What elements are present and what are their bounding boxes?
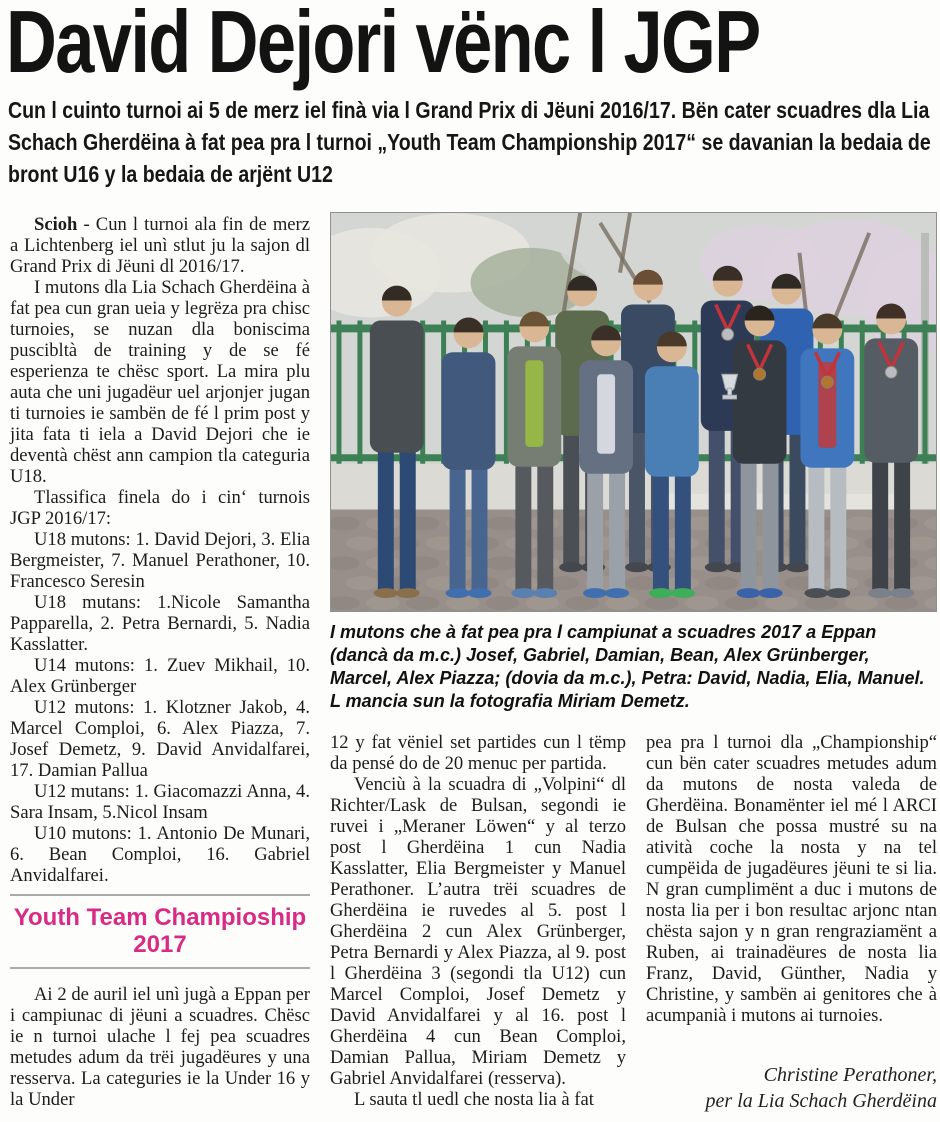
- body-column-left-top: [10, 214, 310, 886]
- paragraph: Tlassifica finela do i cin‘ turnois JGP 2016/17:: [10, 487, 310, 529]
- paragraph: U12 mutons: 1. Klotzner Jakob, 4. Marcel Comploi, 6. Alex Piazza, 7. Josef Demetz, 9. David Anvidalfarei, 17. Damian Pallua: [10, 697, 310, 781]
- shoe: [705, 562, 729, 572]
- paragraph: U18 mutons: 1. David Dejori, 3. Elia Bergmeister, 7. Manuel Perathoner, 10. Francesco Seresin: [10, 529, 310, 592]
- signature-name: Christine Perathoner,: [763, 1064, 937, 1086]
- shoe: [737, 588, 761, 598]
- shoe: [868, 588, 892, 598]
- standfirst: Cun l cuinto turnoi ai 5 de merz iel finà via l Grand Prix di Jëuni 2016/17. Bën cater scuadres dla Lia Schach Gherdëina à fat pea pra l turnoi „Youth Team Championship 2017“ se davanian la bedaia de bront U16 y la bedaia de arjënt U12: [8, 97, 931, 187]
- signature-role: per la Lia Schach Gherdëina: [705, 1090, 937, 1112]
- jacket: [370, 320, 424, 452]
- paragraph: Ai 2 de auril iel unì jugà a Eppan per i campiunac di jëuni a scuadres. Chësc ie n turnoi ulache l fej pea scuadres metudes adum da trëi jugadëures y una resserva. La categuries ie la Under 16 y la Under: [10, 984, 310, 1110]
- body-column-right: [646, 732, 937, 1026]
- section-heading: Youth Team Champioship 2017: [10, 894, 310, 969]
- medal: [754, 368, 766, 380]
- shoe: [605, 588, 629, 598]
- body-column-middle: [330, 732, 626, 1110]
- medal: [885, 366, 897, 378]
- medal: [821, 376, 833, 388]
- body-column-left-bottom: [10, 984, 310, 1110]
- shoe: [533, 588, 557, 598]
- paragraph: U14 mutons: 1. Zuev Mikhail, 10. Alex Grünberger: [10, 655, 310, 697]
- shoe: [625, 562, 649, 572]
- jacket: [442, 352, 496, 469]
- paragraph: Venciù à la scuadra di „Volpini“ dl Richter/Lask de Bulsan, segondi ie ruvei i „Meraner Löwen“ y al terzo post l Gherdëina 1 cun Nadia Kasslatter, Elia Bergmeister y Manuel Perathoner. L’autra trëi scuadres de Gherdëina ie ruvedes al 5. post l Gherdëina 2 cun Alex Grünberger, Petra Bernardi y Alex Piazza, al 9. post l Gherdëina 3 (segondi tla U12) cun Marcel Comploi, Josef Demetz y David Anvidalfarei y al 16. post l Gherdëina 4 cun Bean Comploi, Damian Pallua, Miriam Demetz y Gabriel Anvidalfarei (resserva).: [330, 774, 626, 1089]
- jacket: [733, 340, 787, 463]
- paragraph: L sauta tl uedl che nosta lia à fat: [354, 1089, 594, 1110]
- paragraph: U18 mutans: 1.Nicole Samantha Papparella, 2. Petra Bernardi, 5. Nadia Kasslatter.: [10, 592, 310, 655]
- shoe: [759, 588, 783, 598]
- lead-word: Scioh: [34, 214, 78, 235]
- photo-caption: I mutons che à fat pea pra l campiunat a scuadres 2017 a Eppan (dancà da m.c.) Josef, Gabriel, Damian, Bean, Alex Grünberger, Marcel, Alex Piazza; (dovia da m.c.), Petra: David, Nadia, Elia, Manuel. L mancia sun la fotografia Miriam Demetz.: [330, 622, 925, 711]
- paragraph: 12 y fat vëniel set partides cun l tëmp da pensé do de 20 menuc per partida.: [330, 732, 626, 774]
- shoe: [785, 562, 809, 572]
- headline: David Dejori vënc l JGP: [6, 0, 760, 91]
- medal: [722, 328, 734, 340]
- author-signature: [646, 1062, 937, 1114]
- shoe: [649, 588, 673, 598]
- paragraph: U12 mutans: 1. Giacomazzi Anna, 4. Sara Insam, 5.Nicol Insam: [10, 781, 310, 823]
- jacket: [864, 338, 918, 462]
- shoe: [559, 562, 583, 572]
- shoe: [804, 588, 828, 598]
- shoe: [890, 588, 914, 598]
- group-photo: [330, 212, 937, 612]
- shoe: [446, 588, 470, 598]
- paragraph: U10 mutons: 1. Antonio De Munari, 6. Bean Comploi, 16. Gabriel Anvidalfarei.: [10, 823, 310, 886]
- shoe: [826, 588, 850, 598]
- shoe: [396, 588, 420, 598]
- shoe: [511, 588, 535, 598]
- shoe: [374, 588, 398, 598]
- jacket: [645, 366, 699, 476]
- shoe: [583, 588, 607, 598]
- paragraph: Scioh - Cun l turnoi ala fin de merz a Lichtenberg iel unì stlut ju la sajon dl Grand Prix di Jëuni dl 2016/17.: [10, 214, 310, 277]
- paragraph: I mutons dla Lia Schach Gherdëina à fat pea cun gran ueia y legrëza pra chisc turnoies, se nuzan dla boniscima puscibltà de training y de se fé esperienza te chësc sport. La mira plu auta che uni jugadëur uel arjonjer jugan ti turnoies ie sambën de fé l prim post y jita fata ti iela a David Dejori che ie deventà chëst ann campion tla categuria U18.: [10, 277, 310, 487]
- shoe: [468, 588, 492, 598]
- group-photo-illustration: [331, 213, 936, 611]
- paragraph: pea pra l turnoi dla „Championship“ cun bën cater scuadres metudes adum da mutons de nosta valeda de Gherdëina. Bonamënter iel mé l ARCI de Bulsan che possa mustré su na atività coche la nosta y na tel cumpëida de jugadëures jëuni te si lia. N gran cumplimënt a duc i mutons de nosta lia per i bon resultac arjonc ntan chësta sajon y n gran rengraziamënt a Ruben, ai trainadëures de nosta lia Franz, David, Günther, Nadia y Christine, y sambën ai genitores che à acumpanià i mutons ai turnoies.: [646, 732, 937, 1026]
- shoe: [671, 588, 695, 598]
- photo-bench: [660, 494, 909, 510]
